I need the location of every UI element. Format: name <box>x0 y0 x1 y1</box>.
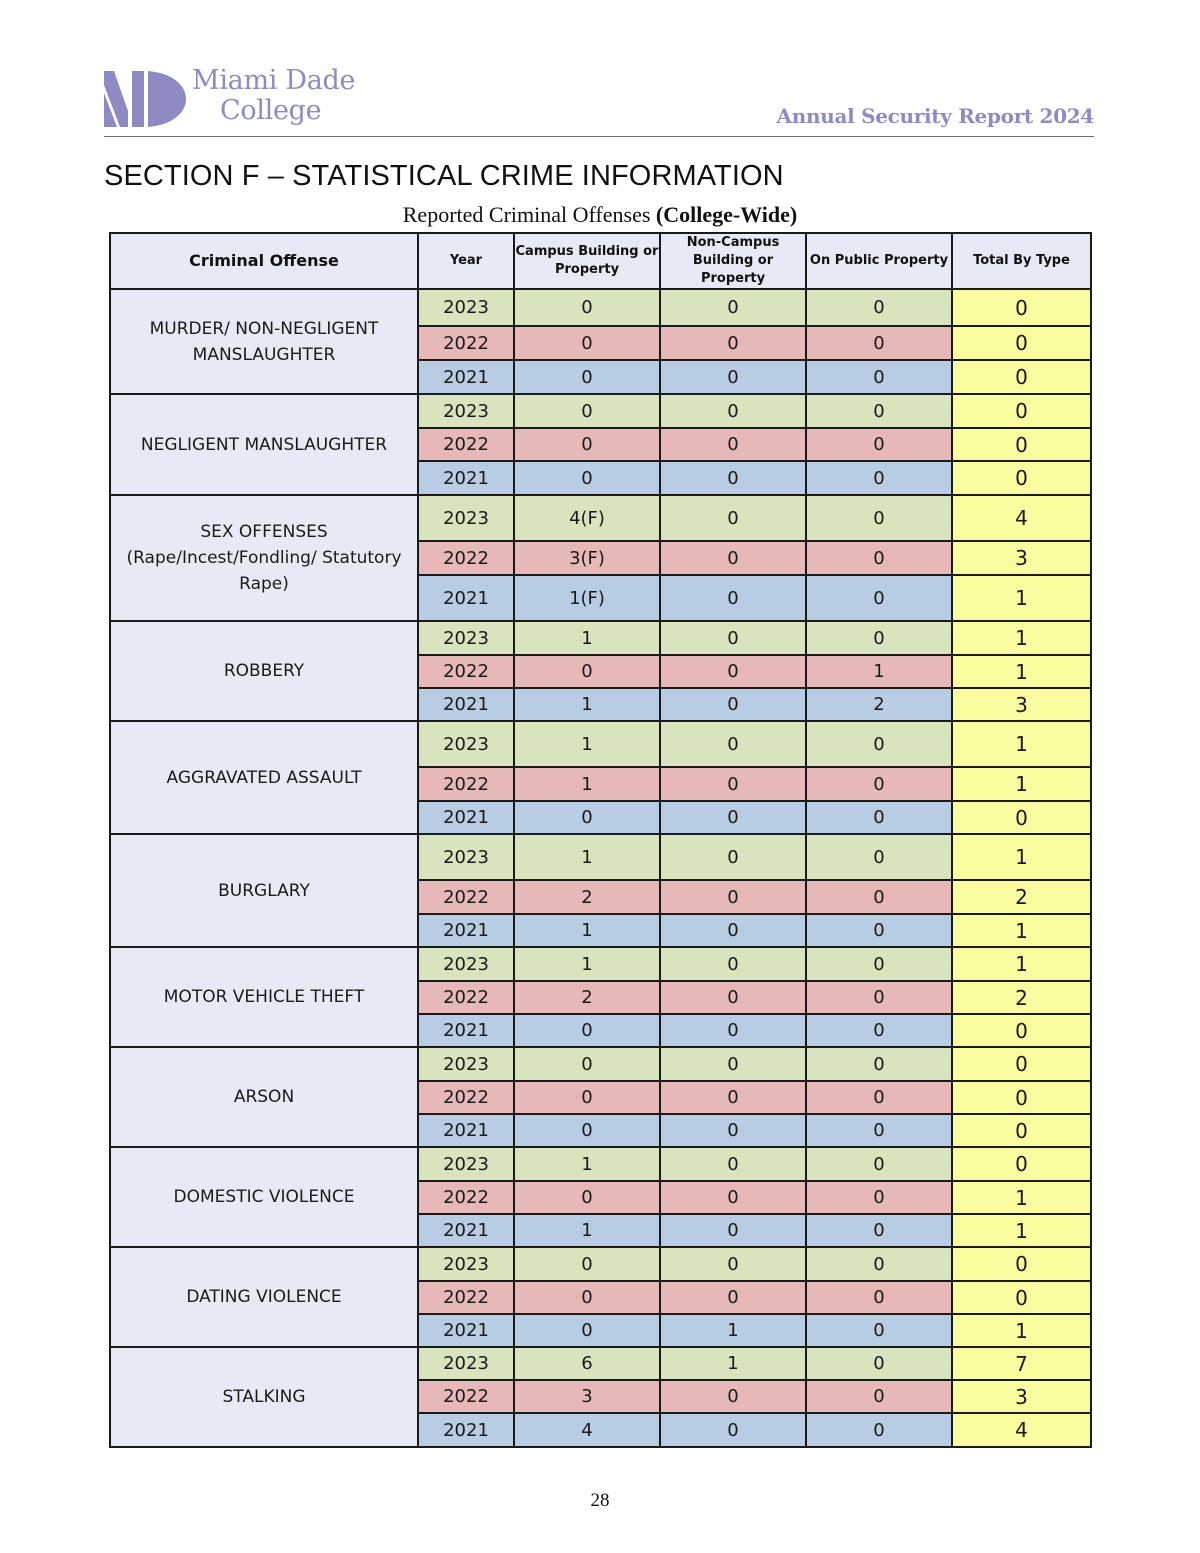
campus-count-cell: 1 <box>514 1214 660 1247</box>
year-cell: 2023 <box>418 834 514 880</box>
public-property-count-cell: 2 <box>806 688 952 721</box>
year-cell: 2022 <box>418 326 514 360</box>
total-count-cell: 1 <box>952 767 1091 801</box>
campus-count-cell: 1 <box>514 1147 660 1181</box>
total-count-cell: 1 <box>952 947 1091 981</box>
year-cell: 2023 <box>418 1247 514 1281</box>
public-property-count-cell: 0 <box>806 1281 952 1314</box>
public-property-count-cell: 0 <box>806 914 952 947</box>
section-title: SECTION F – STATISTICAL CRIME INFORMATION <box>104 160 784 192</box>
total-count-cell: 2 <box>952 981 1091 1014</box>
campus-count-cell: 2 <box>514 880 660 914</box>
public-property-count-cell: 0 <box>806 1413 952 1447</box>
offense-name: SEX OFFENSES (Rape/Incest/Fondling/ Statutory Rape) <box>110 495 418 621</box>
campus-count-cell: 3(F) <box>514 541 660 575</box>
total-count-cell: 0 <box>952 326 1091 360</box>
total-count-cell: 0 <box>952 1147 1091 1181</box>
year-cell: 2022 <box>418 1081 514 1114</box>
noncampus-count-cell: 0 <box>660 541 806 575</box>
campus-count-cell: 0 <box>514 394 660 428</box>
noncampus-count-cell: 0 <box>660 947 806 981</box>
table-row <box>110 721 1091 767</box>
subtitle-text: Reported Criminal Offenses <box>402 202 651 227</box>
total-count-cell: 1 <box>952 721 1091 767</box>
public-property-count-cell: 0 <box>806 1314 952 1347</box>
noncampus-count-cell: 0 <box>660 621 806 655</box>
public-property-count-cell: 0 <box>806 1247 952 1281</box>
column-header-noncampus: Non-Campus Building or Property <box>660 233 806 289</box>
noncampus-count-cell: 0 <box>660 1114 806 1147</box>
noncampus-count-cell: 0 <box>660 394 806 428</box>
header-divider <box>104 136 1094 137</box>
year-cell: 2021 <box>418 688 514 721</box>
campus-count-cell: 1 <box>514 914 660 947</box>
total-count-cell: 4 <box>952 1413 1091 1447</box>
table-row <box>110 289 1091 326</box>
year-cell: 2022 <box>418 428 514 461</box>
column-header-campus: Campus Building or Property <box>514 233 660 289</box>
year-cell: 2022 <box>418 1281 514 1314</box>
noncampus-count-cell: 0 <box>660 1181 806 1214</box>
campus-count-cell: 1 <box>514 947 660 981</box>
public-property-count-cell: 0 <box>806 1114 952 1147</box>
noncampus-count-cell: 0 <box>660 1014 806 1047</box>
public-property-count-cell: 0 <box>806 1214 952 1247</box>
table-header-row <box>110 233 1091 289</box>
public-property-count-cell: 0 <box>806 1014 952 1047</box>
public-property-count-cell: 0 <box>806 575 952 621</box>
year-cell: 2022 <box>418 541 514 575</box>
total-count-cell: 1 <box>952 1181 1091 1214</box>
total-count-cell: 3 <box>952 541 1091 575</box>
noncampus-count-cell: 0 <box>660 1380 806 1413</box>
total-count-cell: 4 <box>952 495 1091 541</box>
campus-count-cell: 0 <box>514 360 660 394</box>
public-property-count-cell: 0 <box>806 461 952 495</box>
table-row <box>110 621 1091 655</box>
public-property-count-cell: 0 <box>806 767 952 801</box>
year-cell: 2021 <box>418 1014 514 1047</box>
total-count-cell: 0 <box>952 360 1091 394</box>
noncampus-count-cell: 0 <box>660 1281 806 1314</box>
noncampus-count-cell: 0 <box>660 461 806 495</box>
column-header-year: Year <box>418 233 514 289</box>
public-property-count-cell: 0 <box>806 1147 952 1181</box>
campus-count-cell: 0 <box>514 1181 660 1214</box>
year-cell: 2021 <box>418 575 514 621</box>
year-cell: 2023 <box>418 289 514 326</box>
column-header-offense: Criminal Offense <box>110 233 418 289</box>
column-header-total: Total By Type <box>952 233 1091 289</box>
public-property-count-cell: 0 <box>806 495 952 541</box>
year-cell: 2023 <box>418 621 514 655</box>
noncampus-count-cell: 0 <box>660 1247 806 1281</box>
noncampus-count-cell: 1 <box>660 1347 806 1380</box>
total-count-cell: 1 <box>952 655 1091 688</box>
total-count-cell: 1 <box>952 575 1091 621</box>
year-cell: 2023 <box>418 495 514 541</box>
campus-count-cell: 2 <box>514 981 660 1014</box>
total-count-cell: 0 <box>952 1081 1091 1114</box>
campus-count-cell: 0 <box>514 801 660 834</box>
table-row <box>110 394 1091 428</box>
total-count-cell: 1 <box>952 914 1091 947</box>
campus-count-cell: 1 <box>514 767 660 801</box>
noncampus-count-cell: 0 <box>660 914 806 947</box>
public-property-count-cell: 0 <box>806 1047 952 1081</box>
total-count-cell: 2 <box>952 880 1091 914</box>
offense-name: BURGLARY <box>110 834 418 947</box>
campus-count-cell: 0 <box>514 1247 660 1281</box>
public-property-count-cell: 1 <box>806 655 952 688</box>
campus-count-cell: 0 <box>514 1014 660 1047</box>
table-row <box>110 1247 1091 1281</box>
total-count-cell: 0 <box>952 461 1091 495</box>
public-property-count-cell: 0 <box>806 428 952 461</box>
logo-line-2: College <box>220 95 322 126</box>
offense-name: NEGLIGENT MANSLAUGHTER <box>110 394 418 495</box>
offense-name: AGGRAVATED ASSAULT <box>110 721 418 834</box>
public-property-count-cell: 0 <box>806 621 952 655</box>
public-property-count-cell: 0 <box>806 981 952 1014</box>
year-cell: 2021 <box>418 914 514 947</box>
public-property-count-cell: 0 <box>806 326 952 360</box>
total-count-cell: 7 <box>952 1347 1091 1380</box>
campus-count-cell: 0 <box>514 289 660 326</box>
year-cell: 2021 <box>418 461 514 495</box>
campus-count-cell: 1(F) <box>514 575 660 621</box>
year-cell: 2021 <box>418 1314 514 1347</box>
total-count-cell: 0 <box>952 1014 1091 1047</box>
noncampus-count-cell: 0 <box>660 767 806 801</box>
noncampus-count-cell: 0 <box>660 721 806 767</box>
total-count-cell: 0 <box>952 1047 1091 1081</box>
noncampus-count-cell: 0 <box>660 880 806 914</box>
total-count-cell: 0 <box>952 428 1091 461</box>
campus-count-cell: 1 <box>514 621 660 655</box>
logo-line-1: Miami Dade <box>192 65 356 96</box>
noncampus-count-cell: 0 <box>660 801 806 834</box>
campus-count-cell: 1 <box>514 834 660 880</box>
noncampus-count-cell: 0 <box>660 834 806 880</box>
public-property-count-cell: 0 <box>806 947 952 981</box>
noncampus-count-cell: 0 <box>660 360 806 394</box>
campus-count-cell: 0 <box>514 326 660 360</box>
total-count-cell: 1 <box>952 1314 1091 1347</box>
offense-name: ARSON <box>110 1047 418 1147</box>
total-count-cell: 1 <box>952 1214 1091 1247</box>
offense-name: DOMESTIC VIOLENCE <box>110 1147 418 1247</box>
noncampus-count-cell: 0 <box>660 289 806 326</box>
crime-statistics-table <box>109 232 1092 1448</box>
total-count-cell: 3 <box>952 1380 1091 1413</box>
campus-count-cell: 1 <box>514 688 660 721</box>
year-cell: 2021 <box>418 360 514 394</box>
public-property-count-cell: 0 <box>806 1181 952 1214</box>
year-cell: 2021 <box>418 1413 514 1447</box>
public-property-count-cell: 0 <box>806 1081 952 1114</box>
page-number: 28 <box>590 1490 610 1511</box>
table-body <box>110 289 1091 1447</box>
offense-name: DATING VIOLENCE <box>110 1247 418 1347</box>
noncampus-count-cell: 0 <box>660 1081 806 1114</box>
noncampus-count-cell: 0 <box>660 981 806 1014</box>
public-property-count-cell: 0 <box>806 1380 952 1413</box>
public-property-count-cell: 0 <box>806 360 952 394</box>
year-cell: 2023 <box>418 1047 514 1081</box>
total-count-cell: 0 <box>952 801 1091 834</box>
public-property-count-cell: 0 <box>806 1347 952 1380</box>
total-count-cell: 0 <box>952 1281 1091 1314</box>
college-logo-icon <box>104 71 186 127</box>
column-header-public: On Public Property <box>806 233 952 289</box>
total-count-cell: 0 <box>952 1247 1091 1281</box>
table-row <box>110 834 1091 880</box>
table-row <box>110 1347 1091 1380</box>
noncampus-count-cell: 0 <box>660 1413 806 1447</box>
noncampus-count-cell: 0 <box>660 655 806 688</box>
total-count-cell: 0 <box>952 1114 1091 1147</box>
page-header <box>104 66 1094 138</box>
year-cell: 2021 <box>418 1114 514 1147</box>
campus-count-cell: 4(F) <box>514 495 660 541</box>
noncampus-count-cell: 0 <box>660 1047 806 1081</box>
total-count-cell: 3 <box>952 688 1091 721</box>
total-count-cell: 1 <box>952 621 1091 655</box>
year-cell: 2023 <box>418 721 514 767</box>
year-cell: 2022 <box>418 655 514 688</box>
year-cell: 2023 <box>418 1347 514 1380</box>
year-cell: 2022 <box>418 1181 514 1214</box>
total-count-cell: 0 <box>952 289 1091 326</box>
public-property-count-cell: 0 <box>806 880 952 914</box>
year-cell: 2022 <box>418 981 514 1014</box>
public-property-count-cell: 0 <box>806 541 952 575</box>
noncampus-count-cell: 0 <box>660 326 806 360</box>
table-subtitle <box>0 202 1200 228</box>
noncampus-count-cell: 0 <box>660 575 806 621</box>
year-cell: 2022 <box>418 1380 514 1413</box>
campus-count-cell: 3 <box>514 1380 660 1413</box>
offense-name: STALKING <box>110 1347 418 1447</box>
logo-wordmark <box>192 66 355 126</box>
total-count-cell: 1 <box>952 834 1091 880</box>
noncampus-count-cell: 0 <box>660 495 806 541</box>
year-cell: 2021 <box>418 801 514 834</box>
noncampus-count-cell: 0 <box>660 428 806 461</box>
table-row <box>110 1147 1091 1181</box>
year-cell: 2023 <box>418 394 514 428</box>
campus-count-cell: 1 <box>514 721 660 767</box>
year-cell: 2021 <box>418 1214 514 1247</box>
campus-count-cell: 0 <box>514 655 660 688</box>
subtitle-scope: (College-Wide) <box>655 202 798 227</box>
table-row <box>110 947 1091 981</box>
public-property-count-cell: 0 <box>806 801 952 834</box>
noncampus-count-cell: 1 <box>660 1314 806 1347</box>
offense-name: ROBBERY <box>110 621 418 721</box>
campus-count-cell: 4 <box>514 1413 660 1447</box>
campus-count-cell: 0 <box>514 461 660 495</box>
noncampus-count-cell: 0 <box>660 1147 806 1181</box>
table-row <box>110 1047 1091 1081</box>
noncampus-count-cell: 0 <box>660 1214 806 1247</box>
year-cell: 2022 <box>418 767 514 801</box>
report-title: Annual Security Report 2024 <box>776 104 1094 128</box>
total-count-cell: 0 <box>952 394 1091 428</box>
campus-count-cell: 0 <box>514 1114 660 1147</box>
campus-count-cell: 0 <box>514 1281 660 1314</box>
year-cell: 2023 <box>418 1147 514 1181</box>
campus-count-cell: 6 <box>514 1347 660 1380</box>
campus-count-cell: 0 <box>514 1047 660 1081</box>
noncampus-count-cell: 0 <box>660 688 806 721</box>
public-property-count-cell: 0 <box>806 721 952 767</box>
offense-name: MURDER/ NON-NEGLIGENT MANSLAUGHTER <box>110 289 418 394</box>
year-cell: 2022 <box>418 880 514 914</box>
public-property-count-cell: 0 <box>806 834 952 880</box>
table-row <box>110 495 1091 541</box>
campus-count-cell: 0 <box>514 1081 660 1114</box>
campus-count-cell: 0 <box>514 428 660 461</box>
campus-count-cell: 0 <box>514 1314 660 1347</box>
public-property-count-cell: 0 <box>806 394 952 428</box>
public-property-count-cell: 0 <box>806 289 952 326</box>
offense-name: MOTOR VEHICLE THEFT <box>110 947 418 1047</box>
year-cell: 2023 <box>418 947 514 981</box>
